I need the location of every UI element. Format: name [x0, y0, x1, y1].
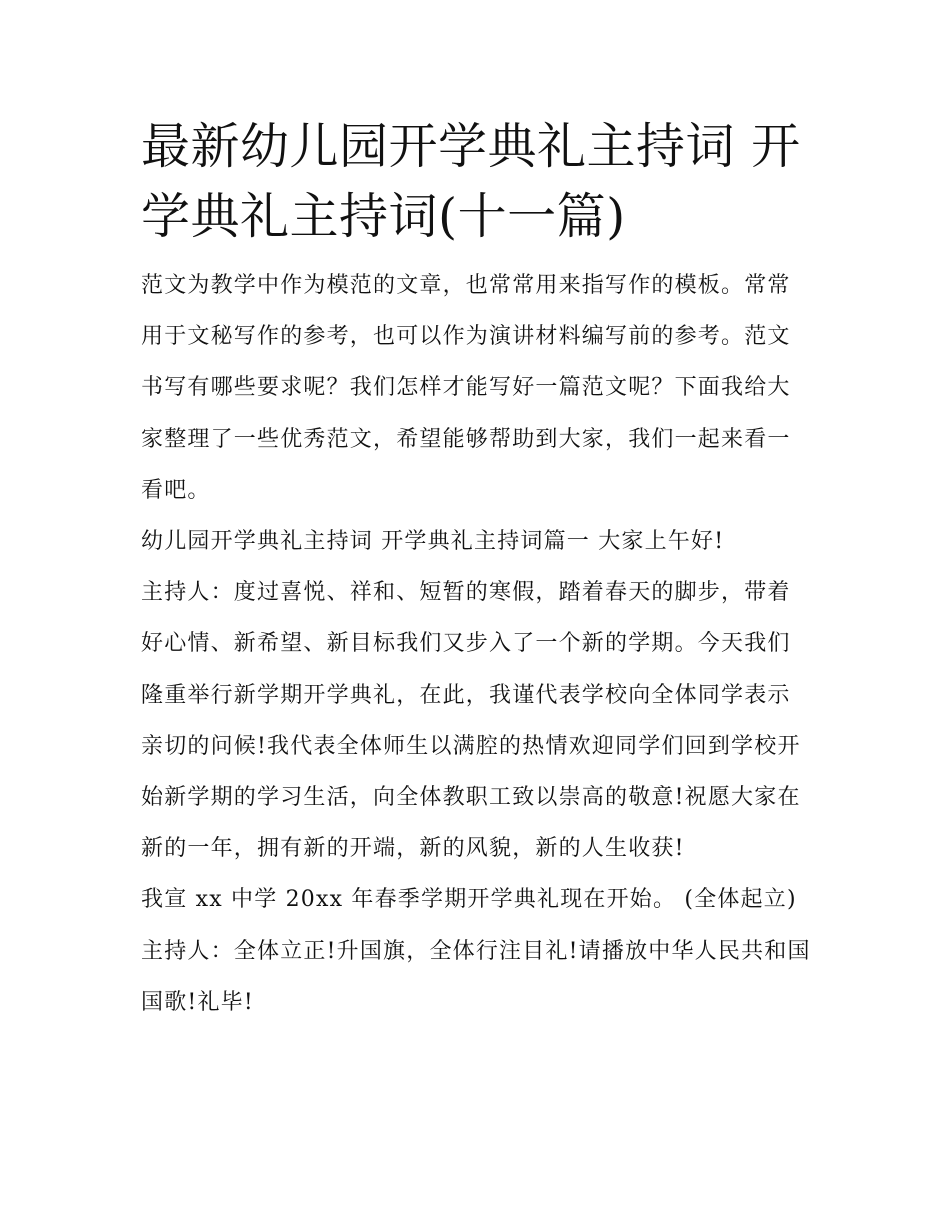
- document-body: [141, 260, 813, 1028]
- paragraph-flag-ceremony: 主持人：全体立正!升国旗，全体行注目礼!请播放中华人民共和国国歌!礼毕!: [141, 938, 811, 1015]
- paragraph-host-opening: 主持人：度过喜悦、祥和、短暂的寒假，踏着春天的脚步，带着好心情、新希望、新目标我们又步入了一个新的学期。今天我们隆重举行新学期开学典礼，在此，我谨代表学校向全体同学表示亲切的问候!我代表全体师生以满腔的热情欢迎同学们回到学校开始新学期的学习生活，向全体教职工致以崇高的敬意!祝愿大家在新的一年，拥有新的开端，新的风貌，新的人生收获!: [141, 580, 801, 862]
- document-title: 最新幼儿园开学典礼主持词 开学典礼主持词(十一篇): [141, 118, 801, 245]
- paragraph-announcement: 我宣 xx 中学 20xx 年春季学期开学典礼现在开始。 (全体起立): [141, 887, 797, 913]
- paragraph-intro: 范文为教学中作为模范的文章，也常常用来指写作的模板。常常用于文秘写作的参考，也可以作为演讲材料编写前的参考。范文书写有哪些要求呢？我们怎样才能写好一篇范文呢？下面我给大家整理了一些优秀范文，希望能够帮助到大家，我们一起来看一看吧。: [141, 273, 791, 503]
- paragraph-heading-1: 幼儿园开学典礼主持词 开学典礼主持词篇一 大家上午好!: [141, 529, 725, 555]
- document-content: [141, 112, 813, 1028]
